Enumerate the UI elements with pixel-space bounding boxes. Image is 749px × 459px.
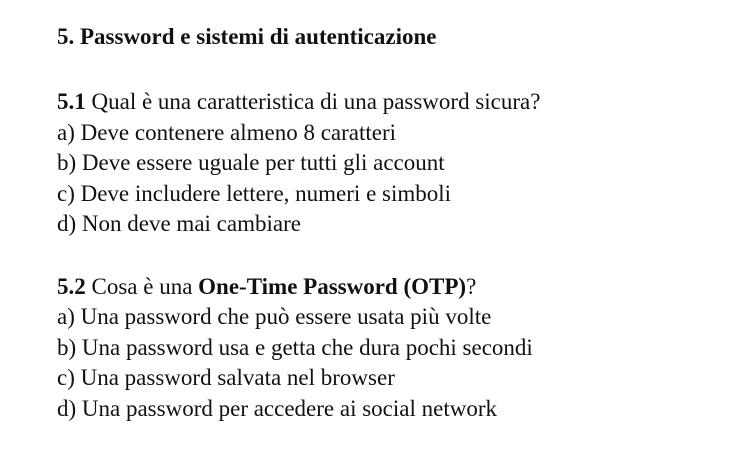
section-title: 5. Password e sistemi di autenticazione — [57, 24, 437, 49]
answer-option-c: c) Una password salvata nel browser — [57, 365, 395, 390]
question-number: 5.2 — [57, 273, 86, 299]
question-text — [57, 272, 739, 303]
answer-option-d: d) Non deve mai cambiare — [57, 211, 301, 236]
question-prompt-start: Cosa è una — [91, 273, 193, 299]
question-5-1 — [57, 87, 739, 240]
answer-option-a: a) Deve contenere almeno 8 caratteri — [57, 119, 397, 145]
question-prompt: Qual è una caratteristica di una password sicura? — [91, 89, 541, 114]
answer-option-a: a) Una password che può essere usata più volte — [57, 304, 492, 329]
question-prompt-term: One-Time Password (OTP) — [198, 273, 467, 299]
answer-option-c: c) Deve includere lettere, numeri e simboli — [57, 180, 452, 206]
question-prompt-end: ? — [466, 273, 477, 299]
question-text — [57, 87, 739, 118]
question-5-2 — [57, 272, 739, 425]
question-number: 5.1 — [57, 89, 86, 114]
answer-option-b: b) Deve essere uguale per tutti gli account — [57, 150, 445, 175]
answer-option-b: b) Una password usa e getta che dura pochi secondi — [57, 334, 533, 360]
answer-option-d: d) Una password per accedere ai social network — [57, 395, 497, 421]
document-page — [57, 22, 739, 424]
